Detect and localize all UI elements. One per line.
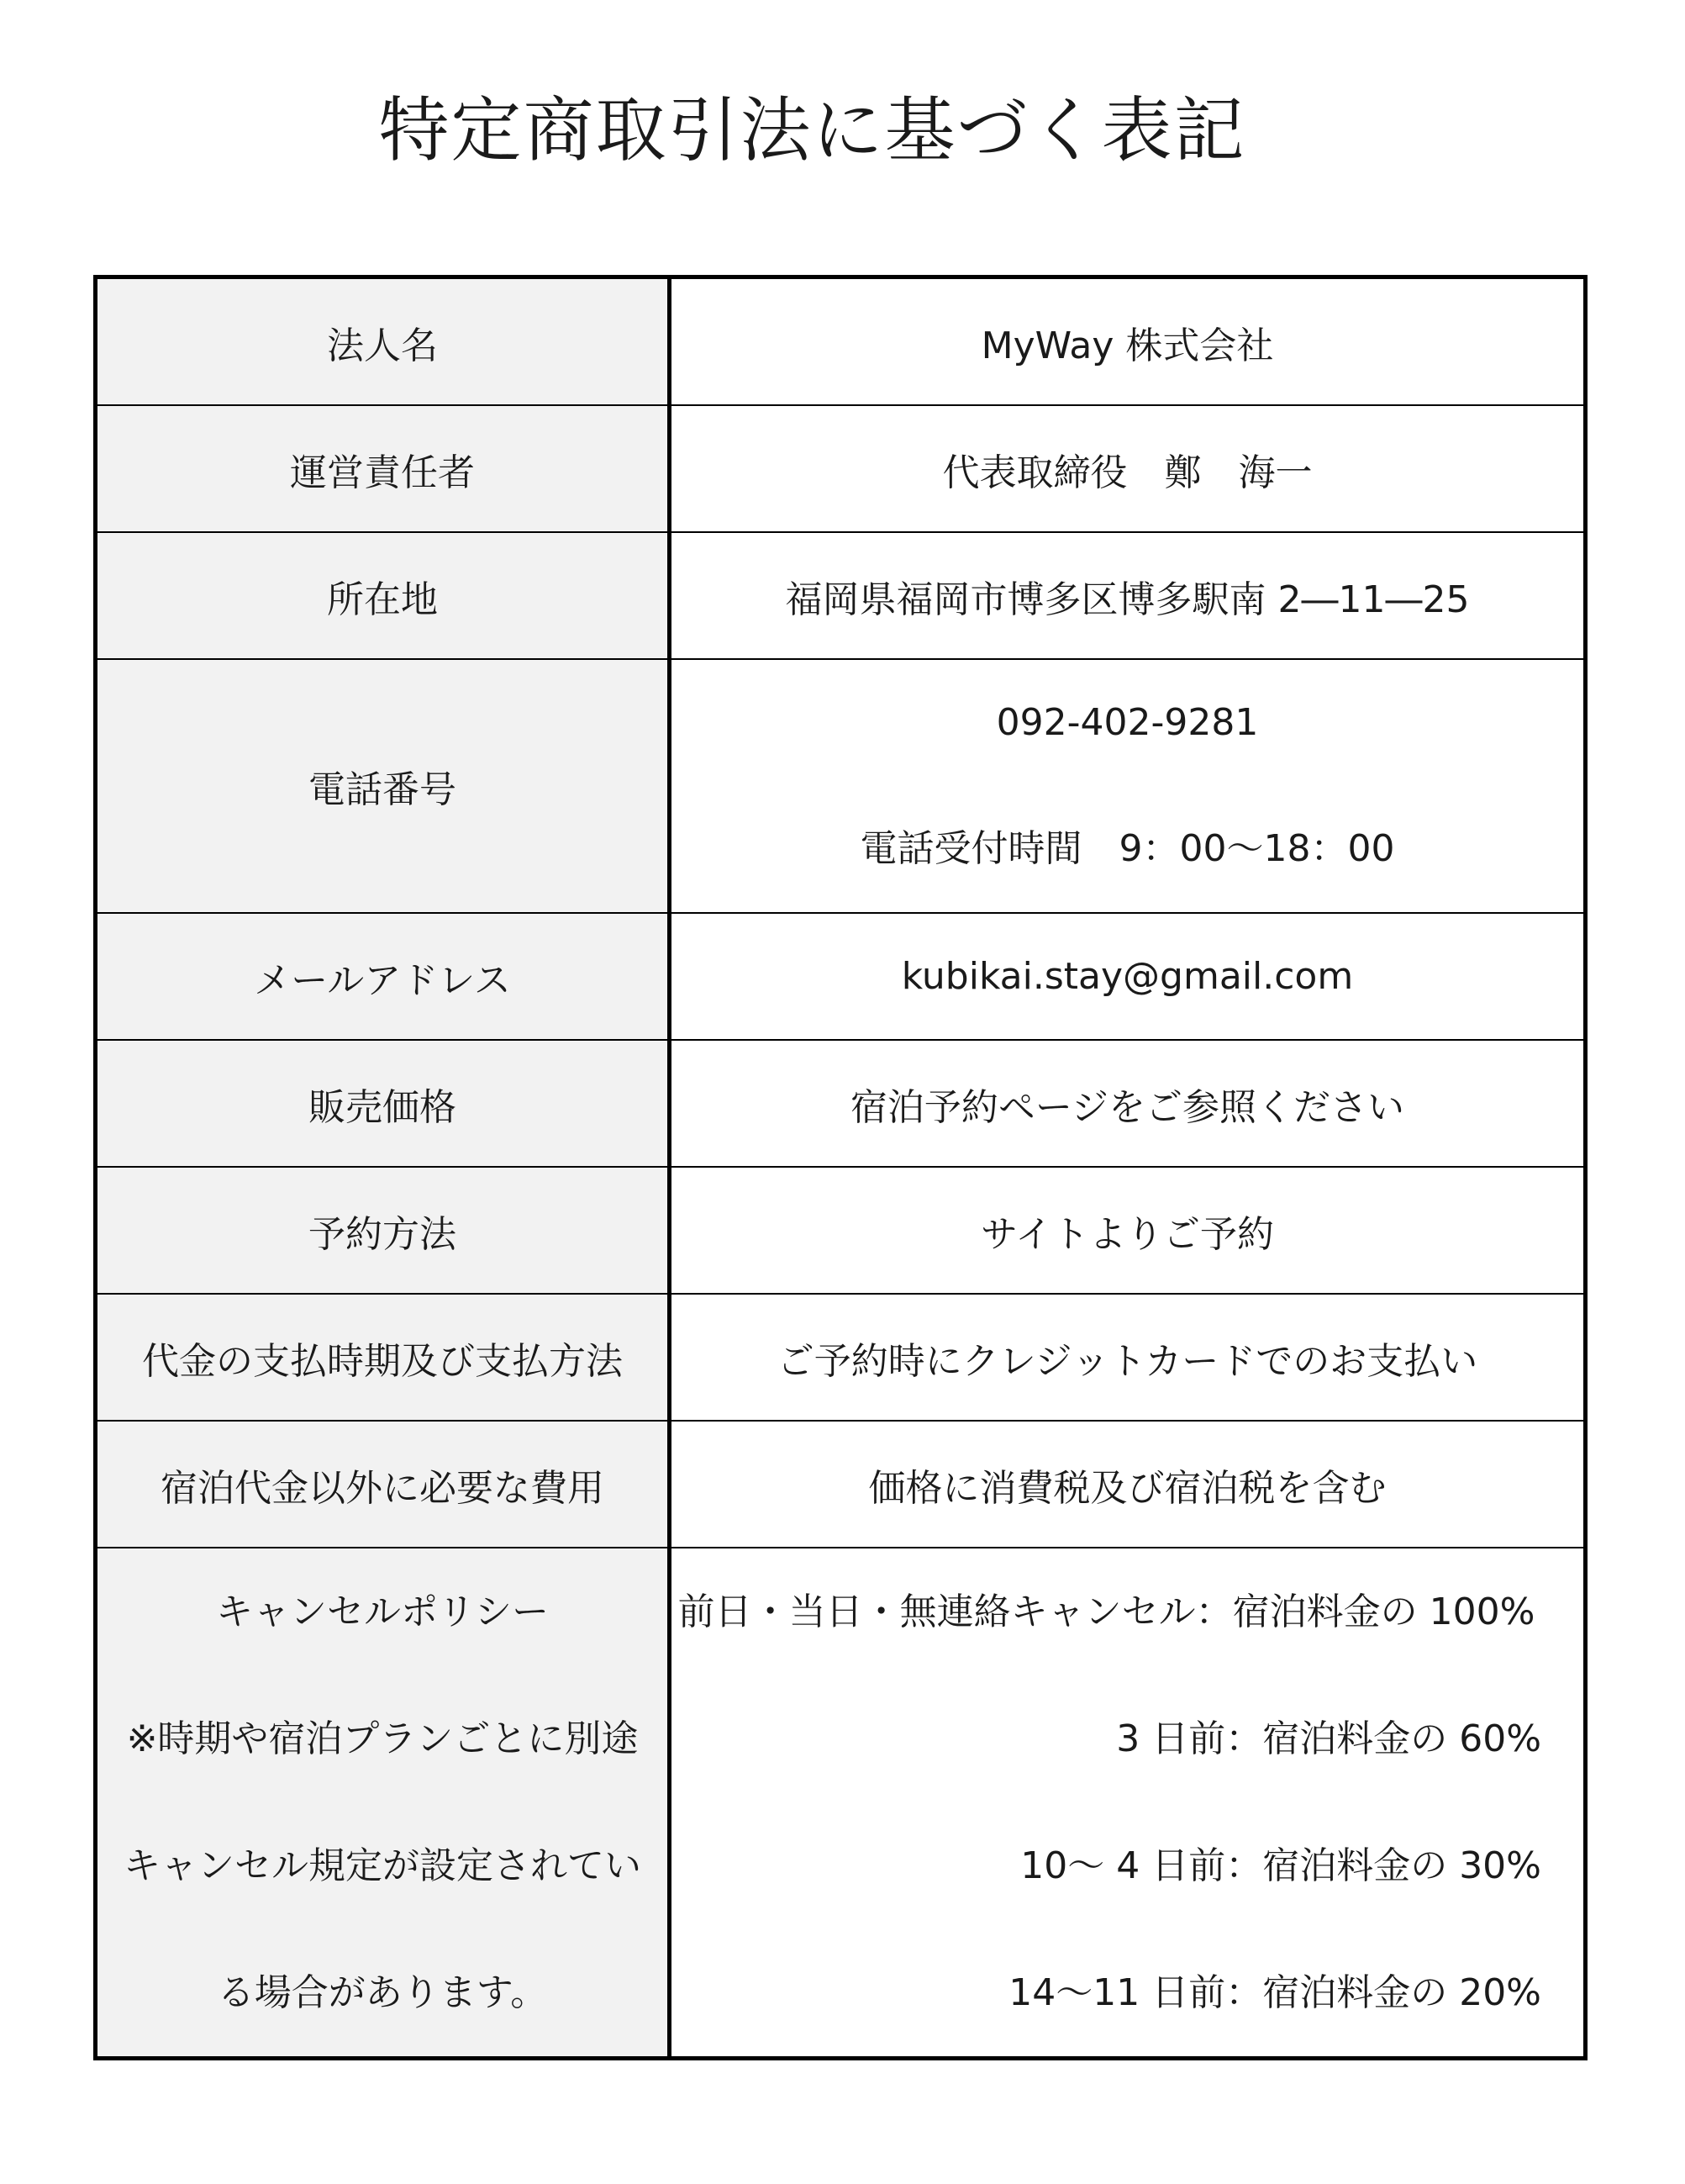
cancel-label-line: ※時期や宿泊プランごとに別途 <box>126 1717 639 1760</box>
cancel-label-line: キャンセル規定が設定されてい <box>124 1844 641 1887</box>
row-label-cancellation <box>96 1548 670 2059</box>
row-value-address: 福岡県福岡市博多区博多駅南 2―11―25 <box>670 532 1586 659</box>
cancel-label-line: る場合があります。 <box>217 1971 548 2014</box>
row-label-manager: 運営責任者 <box>96 405 670 532</box>
phone-number: 092-402-9281 <box>996 701 1259 744</box>
row-value-phone <box>670 659 1586 913</box>
row-value-manager: 代表取締役 鄭 海一 <box>670 405 1586 532</box>
cancel-policy-line: 3 日前：宿泊料金の 60% <box>1116 1717 1541 1760</box>
table-row <box>96 405 1586 532</box>
row-value-email: kubikai.stay@gmail.com <box>670 913 1586 1040</box>
cancel-label-line: キャンセルポリシー <box>216 1591 549 1633</box>
table-row <box>96 277 1586 406</box>
phone-hours: 電話受付時間 9：00〜18：00 <box>860 827 1395 870</box>
table-row <box>96 913 1586 1040</box>
row-value-other-fees: 価格に消費税及び宿泊税を含む <box>670 1421 1586 1548</box>
table-row <box>96 659 1586 913</box>
legal-notice-table <box>93 275 1588 2060</box>
cancel-policy-line: 14〜11 日前：宿泊料金の 20% <box>1008 1971 1541 2014</box>
row-label-reservation-method: 予約方法 <box>96 1167 670 1294</box>
table-row <box>96 1421 1586 1548</box>
cancel-policy-line: 前日・当日・無連絡キャンセル：宿泊料金の 100% <box>677 1591 1535 1633</box>
row-label-payment: 代金の支払時期及び支払方法 <box>96 1294 670 1421</box>
row-label-address: 所在地 <box>96 532 670 659</box>
table-row <box>96 1040 1586 1167</box>
table-row <box>96 532 1586 659</box>
row-value-payment: ご予約時にクレジットカードでのお支払い <box>670 1294 1586 1421</box>
row-value-price: 宿泊予約ページをご参照ください <box>670 1040 1586 1167</box>
row-label-email: メールアドレス <box>96 913 670 1040</box>
row-label-other-fees: 宿泊代金以外に必要な費用 <box>96 1421 670 1548</box>
row-label-company: 法人名 <box>96 277 670 406</box>
table-row <box>96 1167 1586 1294</box>
row-value-reservation-method: サイトよりご予約 <box>670 1167 1586 1294</box>
row-value-company: MyWay 株式会社 <box>670 277 1586 406</box>
cancel-policy-line: 10〜 4 日前：宿泊料金の 30% <box>1020 1844 1541 1887</box>
table-row <box>96 1294 1586 1421</box>
row-value-cancellation <box>670 1548 1586 2059</box>
table-row <box>96 1548 1586 2059</box>
row-label-phone: 電話番号 <box>96 659 670 913</box>
row-label-price: 販売価格 <box>96 1040 670 1167</box>
page-title: 特定商取引法に基づく表記 <box>378 89 1246 171</box>
